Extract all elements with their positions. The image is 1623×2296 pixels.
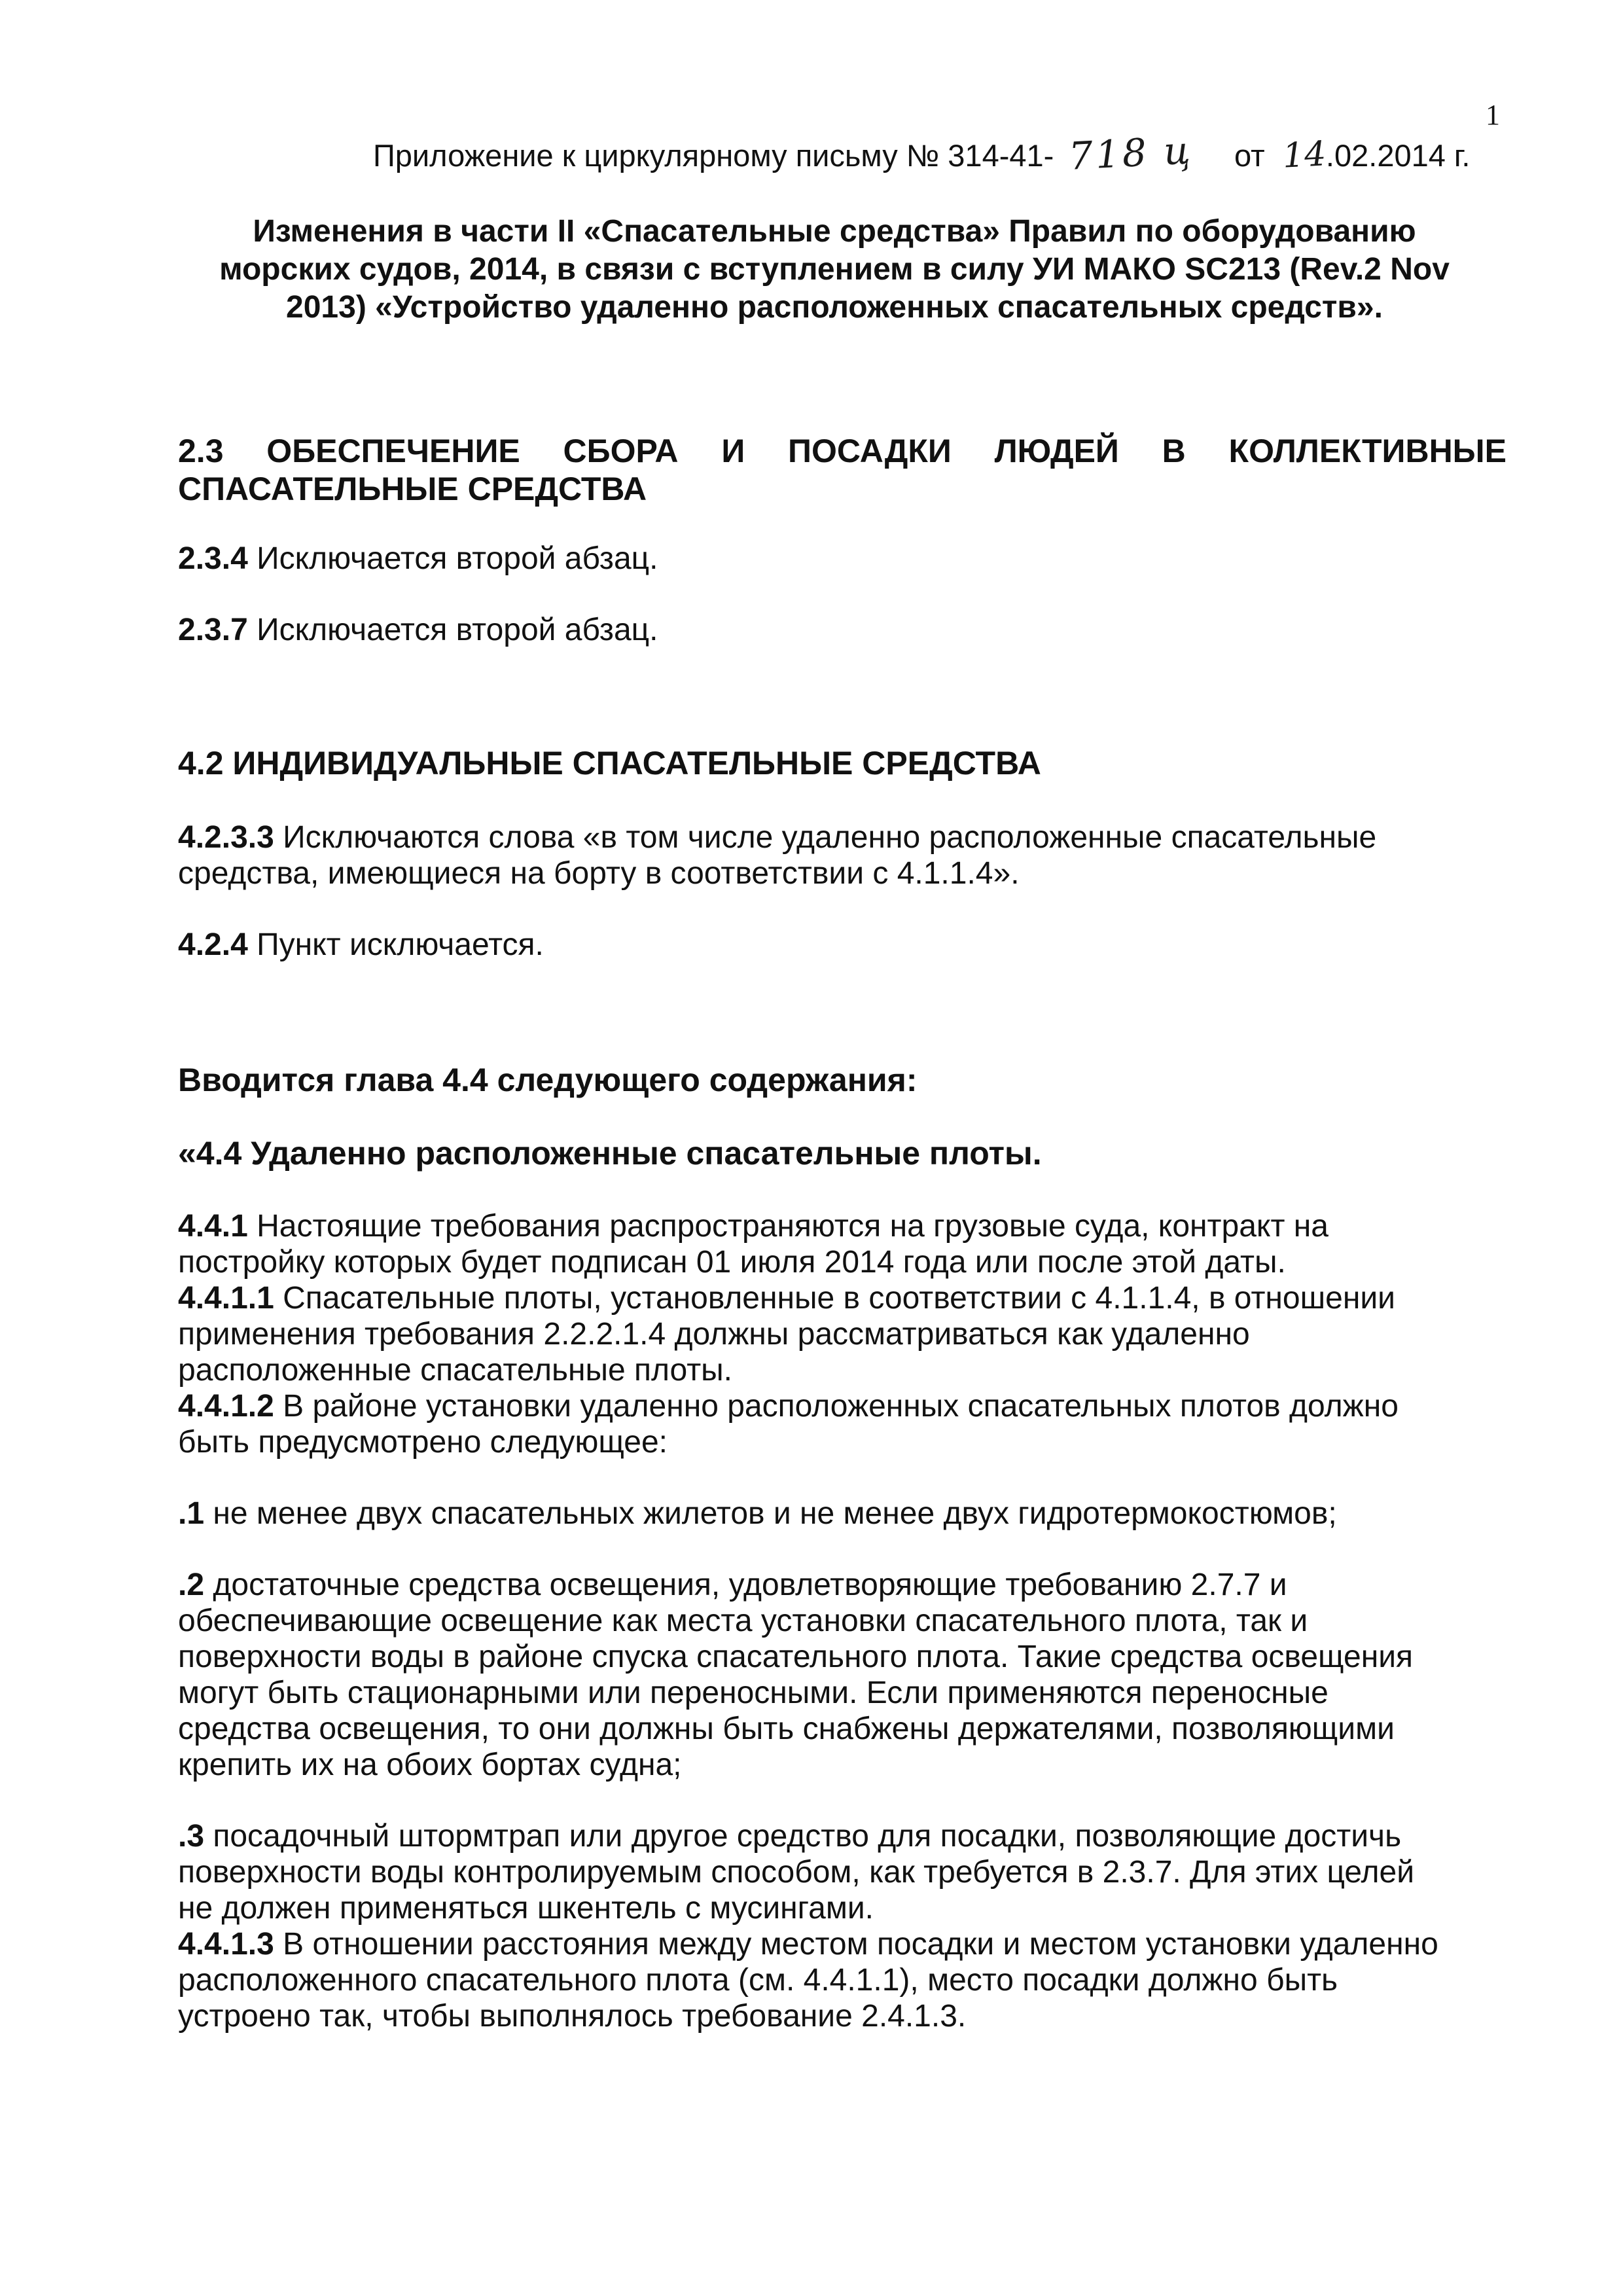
clause-text: В отношении расстояния между местом посадки и местом установки удаленно — [274, 1927, 1438, 1962]
clause-text: средства, имеющиеся на борту в соответствии с 4.1.1.4». — [178, 856, 1020, 891]
paragraph-2-3-7 — [178, 612, 1507, 648]
paragraph-4-2-4 — [178, 927, 1507, 963]
heading-word: 2.3 — [178, 433, 224, 469]
date-prefix: от — [1234, 138, 1265, 173]
clause-text: Настоящие требования распространяются на грузовые суда, контракт на — [247, 1209, 1329, 1244]
document-title — [190, 213, 1479, 327]
clause-text: применения требования 2.2.2.1.4 должны рассматриваться как удаленно — [178, 1317, 1250, 1352]
handwritten-day: 14 — [1281, 134, 1327, 176]
heading-word: СБОРА — [563, 433, 679, 469]
list-item-2 — [178, 1567, 1507, 1783]
list-text: средства освещения, то они должны быть снабжены держателями, позволяющими — [178, 1712, 1395, 1746]
paragraph-4-4-1-2 — [178, 1388, 1507, 1460]
clause-text: быть предусмотрено следующее: — [178, 1425, 668, 1460]
heading-word: ПОСАДКИ — [788, 433, 952, 469]
paragraph-4-4-1-3 — [178, 1926, 1507, 2034]
page-number: 1 — [1486, 99, 1500, 131]
list-number: .1 — [178, 1496, 205, 1531]
title-line: Изменения в части II «Спасательные средства» Правил по оборудованию — [253, 214, 1416, 249]
clause-text: Пункт исключается. — [247, 927, 544, 962]
clause-number: 4.4.1 — [178, 1209, 248, 1244]
clause-number: 2.3.4 — [178, 541, 248, 576]
clause-number: 4.2.3.3 — [178, 820, 274, 855]
date-suffix: .02.2014 г. — [1325, 138, 1471, 173]
chapter-4-4-heading: «4.4 Удаленно расположенные спасательные плоты. — [178, 1135, 1042, 1172]
list-text: крепить их на обоих бортах судна; — [178, 1748, 682, 1782]
heading-word: КОЛЛЕКТИВНЫЕ — [1228, 433, 1507, 469]
handwritten-number: 718 ц — [1067, 128, 1194, 179]
section-2-3-heading-line2: СПАСАТЕЛЬНЫЕ СРЕДСТВА — [178, 471, 647, 507]
title-line: 2013) «Устройство удаленно расположенных спасательных средств». — [286, 290, 1383, 325]
paragraph-4-2-3-3 — [178, 819, 1507, 891]
list-number: .2 — [178, 1568, 205, 1602]
paragraph-2-3-4 — [178, 541, 1507, 577]
list-text: посадочный штормтрап или другое средство для посадки, позволяющие достичь — [204, 1819, 1402, 1854]
clause-text: Спасательные плоты, установленные в соответствии с 4.1.1.4, в отношении — [274, 1281, 1395, 1316]
chapter-intro: Вводится глава 4.4 следующего содержания: — [178, 1062, 918, 1098]
clause-number: 4.2.4 — [178, 927, 248, 962]
clause-text: постройку которых будет подписан 01 июля 2014 года или после этой даты. — [178, 1245, 1286, 1280]
paragraph-4-4-1-1 — [178, 1280, 1507, 1388]
clause-text: В районе установки удаленно расположенных спасательных плотов должно — [274, 1389, 1399, 1424]
section-4-2-heading: 4.2 ИНДИВИДУАЛЬНЫЕ СПАСАТЕЛЬНЫЕ СРЕДСТВА — [178, 745, 1041, 781]
list-text: не должен применяться шкентель с мусингами. — [178, 1891, 874, 1926]
clause-text: Исключаются слова «в том числе удаленно расположенные спасательные — [274, 820, 1377, 855]
attachment-header — [373, 128, 1512, 179]
list-item-3 — [178, 1818, 1507, 1926]
clause-number: 2.3.7 — [178, 613, 248, 647]
clause-text: Исключается второй абзац. — [247, 541, 658, 576]
title-line: морских судов, 2014, в связи с вступлением в силу УИ МАКО SC213 (Rev.2 Nov — [219, 252, 1450, 287]
list-text: не менее двух спасательных жилетов и не менее двух гидротермокостюмов; — [204, 1496, 1337, 1531]
attachment-prefix: Приложение к циркулярному письму № 314-41- — [373, 138, 1054, 173]
list-number: .3 — [178, 1819, 205, 1854]
list-text: достаточные средства освещения, удовлетворяющие требованию 2.7.7 и — [204, 1568, 1287, 1602]
clause-number: 4.4.1.3 — [178, 1927, 274, 1962]
clause-text: устроено так, чтобы выполнялось требование 2.4.1.3. — [178, 1999, 967, 2034]
clause-text: Исключается второй абзац. — [247, 613, 658, 647]
list-text: поверхности воды контролируемым способом, как требуется в 2.3.7. Для этих целей — [178, 1855, 1415, 1890]
clause-text: расположенные спасательные плоты. — [178, 1353, 733, 1388]
list-item-1 — [178, 1496, 1507, 1532]
list-text: могут быть стационарными или переносными. Если применяются переносные — [178, 1676, 1329, 1710]
paragraph-4-4-1 — [178, 1208, 1507, 1280]
heading-word: В — [1162, 433, 1186, 469]
heading-word: И — [721, 433, 745, 469]
list-text: обеспечивающие освещение как места установки спасательного плота, так и — [178, 1604, 1308, 1638]
clause-number: 4.4.1.2 — [178, 1389, 274, 1424]
clause-number: 4.4.1.1 — [178, 1281, 274, 1316]
section-2-3-heading — [178, 432, 1507, 470]
document-body — [178, 432, 1507, 2034]
heading-word: ОБЕСПЕЧЕНИЕ — [266, 433, 520, 469]
list-text: поверхности воды в районе спуска спасательного плота. Такие средства освещения — [178, 1640, 1413, 1674]
clause-text: расположенного спасательного плота (см. 4.4.1.1), место посадки должно быть — [178, 1963, 1338, 1998]
heading-word: ЛЮДЕЙ — [994, 433, 1119, 469]
